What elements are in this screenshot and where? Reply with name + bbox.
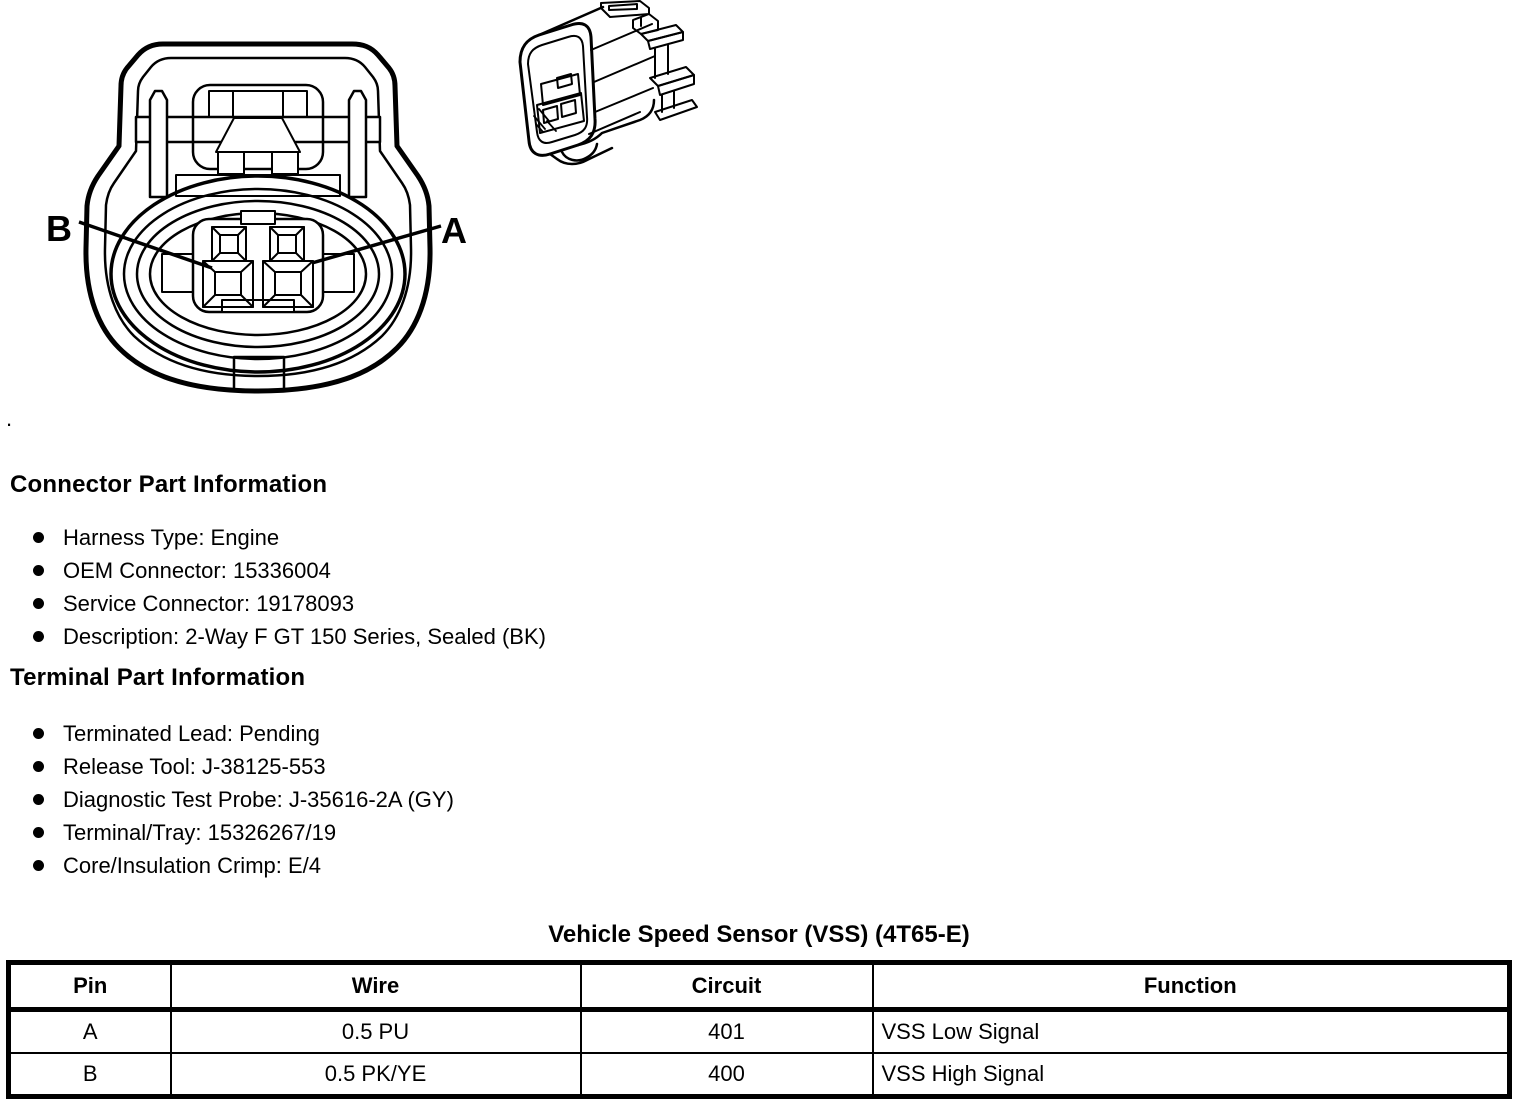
list-item xyxy=(33,750,454,783)
bullet-icon xyxy=(33,532,44,543)
pinout-table xyxy=(6,960,1512,1099)
cell-wire: 0.5 PK/YE xyxy=(171,1053,581,1097)
list-item-text: Harness Type: Engine xyxy=(63,524,280,550)
table-title: Vehicle Speed Sensor (VSS) (4T65-E) xyxy=(548,921,970,948)
terminal-part-info-list xyxy=(33,717,454,882)
column-header-circuit: Circuit xyxy=(581,963,873,1010)
bullet-icon xyxy=(33,631,44,642)
cell-circuit: 401 xyxy=(581,1010,873,1054)
list-item-text: Release Tool: J-38125-553 xyxy=(63,753,326,779)
bullet-icon xyxy=(33,598,44,609)
column-header-pin: Pin xyxy=(9,963,171,1010)
list-item xyxy=(33,849,454,882)
bullet-icon xyxy=(33,794,44,805)
bullet-icon xyxy=(33,827,44,838)
stray-period-mark: . xyxy=(6,406,13,431)
pin-b-label: B xyxy=(46,208,72,249)
list-item xyxy=(33,717,454,750)
connector-side-view-drawing xyxy=(520,1,697,164)
bullet-icon xyxy=(33,565,44,576)
list-item-text: Core/Insulation Crimp: E/4 xyxy=(63,852,321,878)
connector-front-view-drawing xyxy=(86,44,430,391)
bullet-icon xyxy=(33,860,44,871)
cell-circuit: 400 xyxy=(581,1053,873,1097)
list-item xyxy=(33,554,546,587)
connector-diagrams xyxy=(0,0,760,450)
bullet-icon xyxy=(33,728,44,739)
list-item-text: Terminated Lead: Pending xyxy=(63,720,320,746)
list-item xyxy=(33,783,454,816)
cell-pin: B xyxy=(9,1053,171,1097)
list-item xyxy=(33,620,546,653)
connector-part-info-list xyxy=(33,521,546,653)
list-item xyxy=(33,521,546,554)
list-item-text: OEM Connector: 15336004 xyxy=(63,557,331,583)
table-row xyxy=(9,1053,1510,1097)
list-item xyxy=(33,587,546,620)
connector-part-info-heading: Connector Part Information xyxy=(10,471,328,498)
pin-a-label: A xyxy=(441,210,467,251)
bullet-icon xyxy=(33,761,44,772)
column-header-wire: Wire xyxy=(171,963,581,1010)
column-header-function: Function xyxy=(873,963,1510,1010)
list-item xyxy=(33,816,454,849)
cell-function: VSS Low Signal xyxy=(873,1010,1510,1054)
cell-wire: 0.5 PU xyxy=(171,1010,581,1054)
list-item-text: Description: 2-Way F GT 150 Series, Sealed (BK) xyxy=(63,623,546,649)
list-item-text: Service Connector: 19178093 xyxy=(63,590,355,616)
list-item-text: Terminal/Tray: 15326267/19 xyxy=(63,819,337,845)
table-row xyxy=(9,1010,1510,1054)
cell-function: VSS High Signal xyxy=(873,1053,1510,1097)
terminal-part-info-heading: Terminal Part Information xyxy=(10,664,306,691)
cell-pin: A xyxy=(9,1010,171,1054)
table-header-row xyxy=(9,963,1510,1010)
list-item-text: Diagnostic Test Probe: J-35616-2A (GY) xyxy=(63,786,454,812)
